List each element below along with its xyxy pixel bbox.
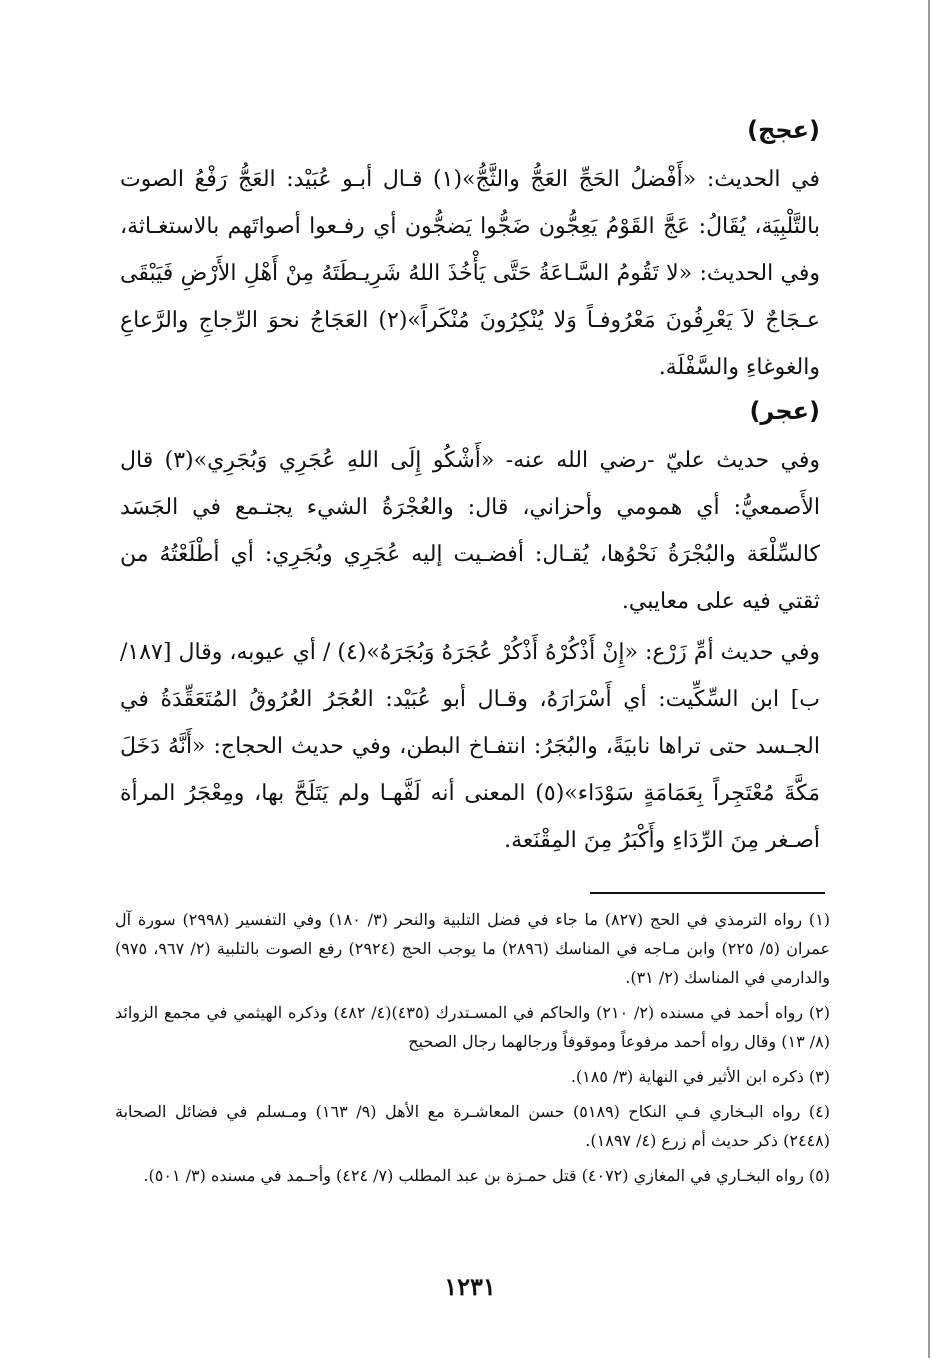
page-number: ١٢٣١ <box>444 1272 496 1301</box>
footnotes <box>115 905 830 1196</box>
footnote: (٣) ذكره ابن الأثير في النهاية (٣/ ١٨٥). <box>570 1067 830 1086</box>
footnote: (٥) رواه البخـاري في المغازي (٤٠٧٢) قتل حمـزة بن عبد المطلب (٧/ ٤٢٤) وأحـمد في مسنده (٣/ ٥٠١). <box>143 1166 830 1185</box>
body-paragraph: وفي حديث عليّ -رضي الله عنه- «أَشْكُو إِلَى اللهِ عُجَرِي وَبُجَرِي»(٣) قال الأَصمعيُّ: أي همومي وأحزاني، قال: والعُجْرَةُ الشيء يجتـمع في الجَسَد كالسِّلْعَة والبُجْرَةُ نَحْوُها، يُقـال: أفضـيت إليه عُجَرِي وبُجَرِي: أي أطْلَعْتُهُ من ثقتي فيه على معايبي. <box>120 448 820 614</box>
page-body <box>120 110 820 864</box>
section-ajr <box>120 391 820 864</box>
body-paragraph: في الحديث: «أَفْضلُ الحَجِّ العَجُّ والثَّجُّ»(١) قـال أبـو عُبَيْد: العَجُّ رَفْعُ الصوت بالتَّلْبِيَة، يُقَالُ: عَجَّ القَوْمُ يَعِجُّون ضَجُّوا يَضجُّون أي رفـعوا أصواتَهم بالاستغـاثة، وفي الحديث: «لا تَقُومُ السَّـاعَةُ حَتَّى يَأْخُذَ اللهُ شَرِيـطَتَهُ مِنْ أَهْلِ الأَرْضِ فَيَبْقَى عـجَاجٌ لاَ يَعْرِفُونَ مَعْرُوفـاً وَلا يُنْكِرُونَ مُنْكَراً»(٢) العَجَاجُ نحوَ الرِّجاجِ والرَّعاعِ والغوغاءِ والسَّفْلَة. <box>120 167 820 380</box>
section-ajj <box>120 110 820 391</box>
scan-edge-line <box>928 0 930 1358</box>
section-heading: (عجج) <box>747 116 820 144</box>
footnote: (٢) رواه أحمد في مسنده (٢/ ٢١٠) والحاكم في المسـتدرك (٤٣٥)(٤/ ٤٨٢) وذكره الهيثمي في مجمع الزوائد (٨/ ١٣) وقال رواه أحمد مرفوعاً وموقوفاً ورجالهما رجال الصحيح <box>115 1003 831 1051</box>
body-paragraph: وفي حديث أمِّ زَرْع: «إِنْ أَذْكُرْهُ أَذْكُرْ عُجَرَهُ وَبُجَرَهُ»(٤) / أي عيوبه، وقال [١٨٧/ب] ابن السِّكِّيت: أي أَسْرَارَهُ، وقـال أبو عُبَيْد: العُجَرُ العُرُوقُ المُتَعَقِّدَةُ في الجـسد حتى تراها نابيَةً، والبُجَرُ: انتفـاخ البطن، وفي حديث الحجاج: «أَنَّهُ دَخَلَ مَكَّةَ مُعْتَجِراً بِعَمَامَةٍ سَوْدَاء»(٥) المعنى أنه لَفَّهـا ولم يَتَلَحَّ بها، ومِعْجَرُ المرأة أصـغر مِنَ الرِّدَاءِ وأَكْبَرُ مِنَ المِقْنَعة. <box>120 640 821 853</box>
footnote: (٤) رواه البـخاري فـي النكاح (٥١٨٩) حسن المعاشـرة مع الأهل (٩/ ١٦٣) ومـسلم في فضائل الصحابة (٢٤٤٨) ذكر حديث أم زرع (٤/ ١٨٩٧). <box>115 1102 831 1150</box>
section-heading: (عجر) <box>749 397 820 425</box>
footnote-divider <box>590 892 825 894</box>
footnote: (١) رواه الترمذي في الحج (٨٢٧) ما جاء في فضل التلبية والنحر (٣/ ١٨٠) وفي التفسير (٢٩٩٨) سورة آل عمران (٥/ ٢٢٥) وابن مـاجه في المناسك (٢٨٩٦) ما يوجب الحج (٢٩٢٤) رفع الصوت بالتلبية (٢/ ٩٦٧، ٩٧٥) والدارمي في المناسك (٢/ ٣١). <box>115 910 831 987</box>
